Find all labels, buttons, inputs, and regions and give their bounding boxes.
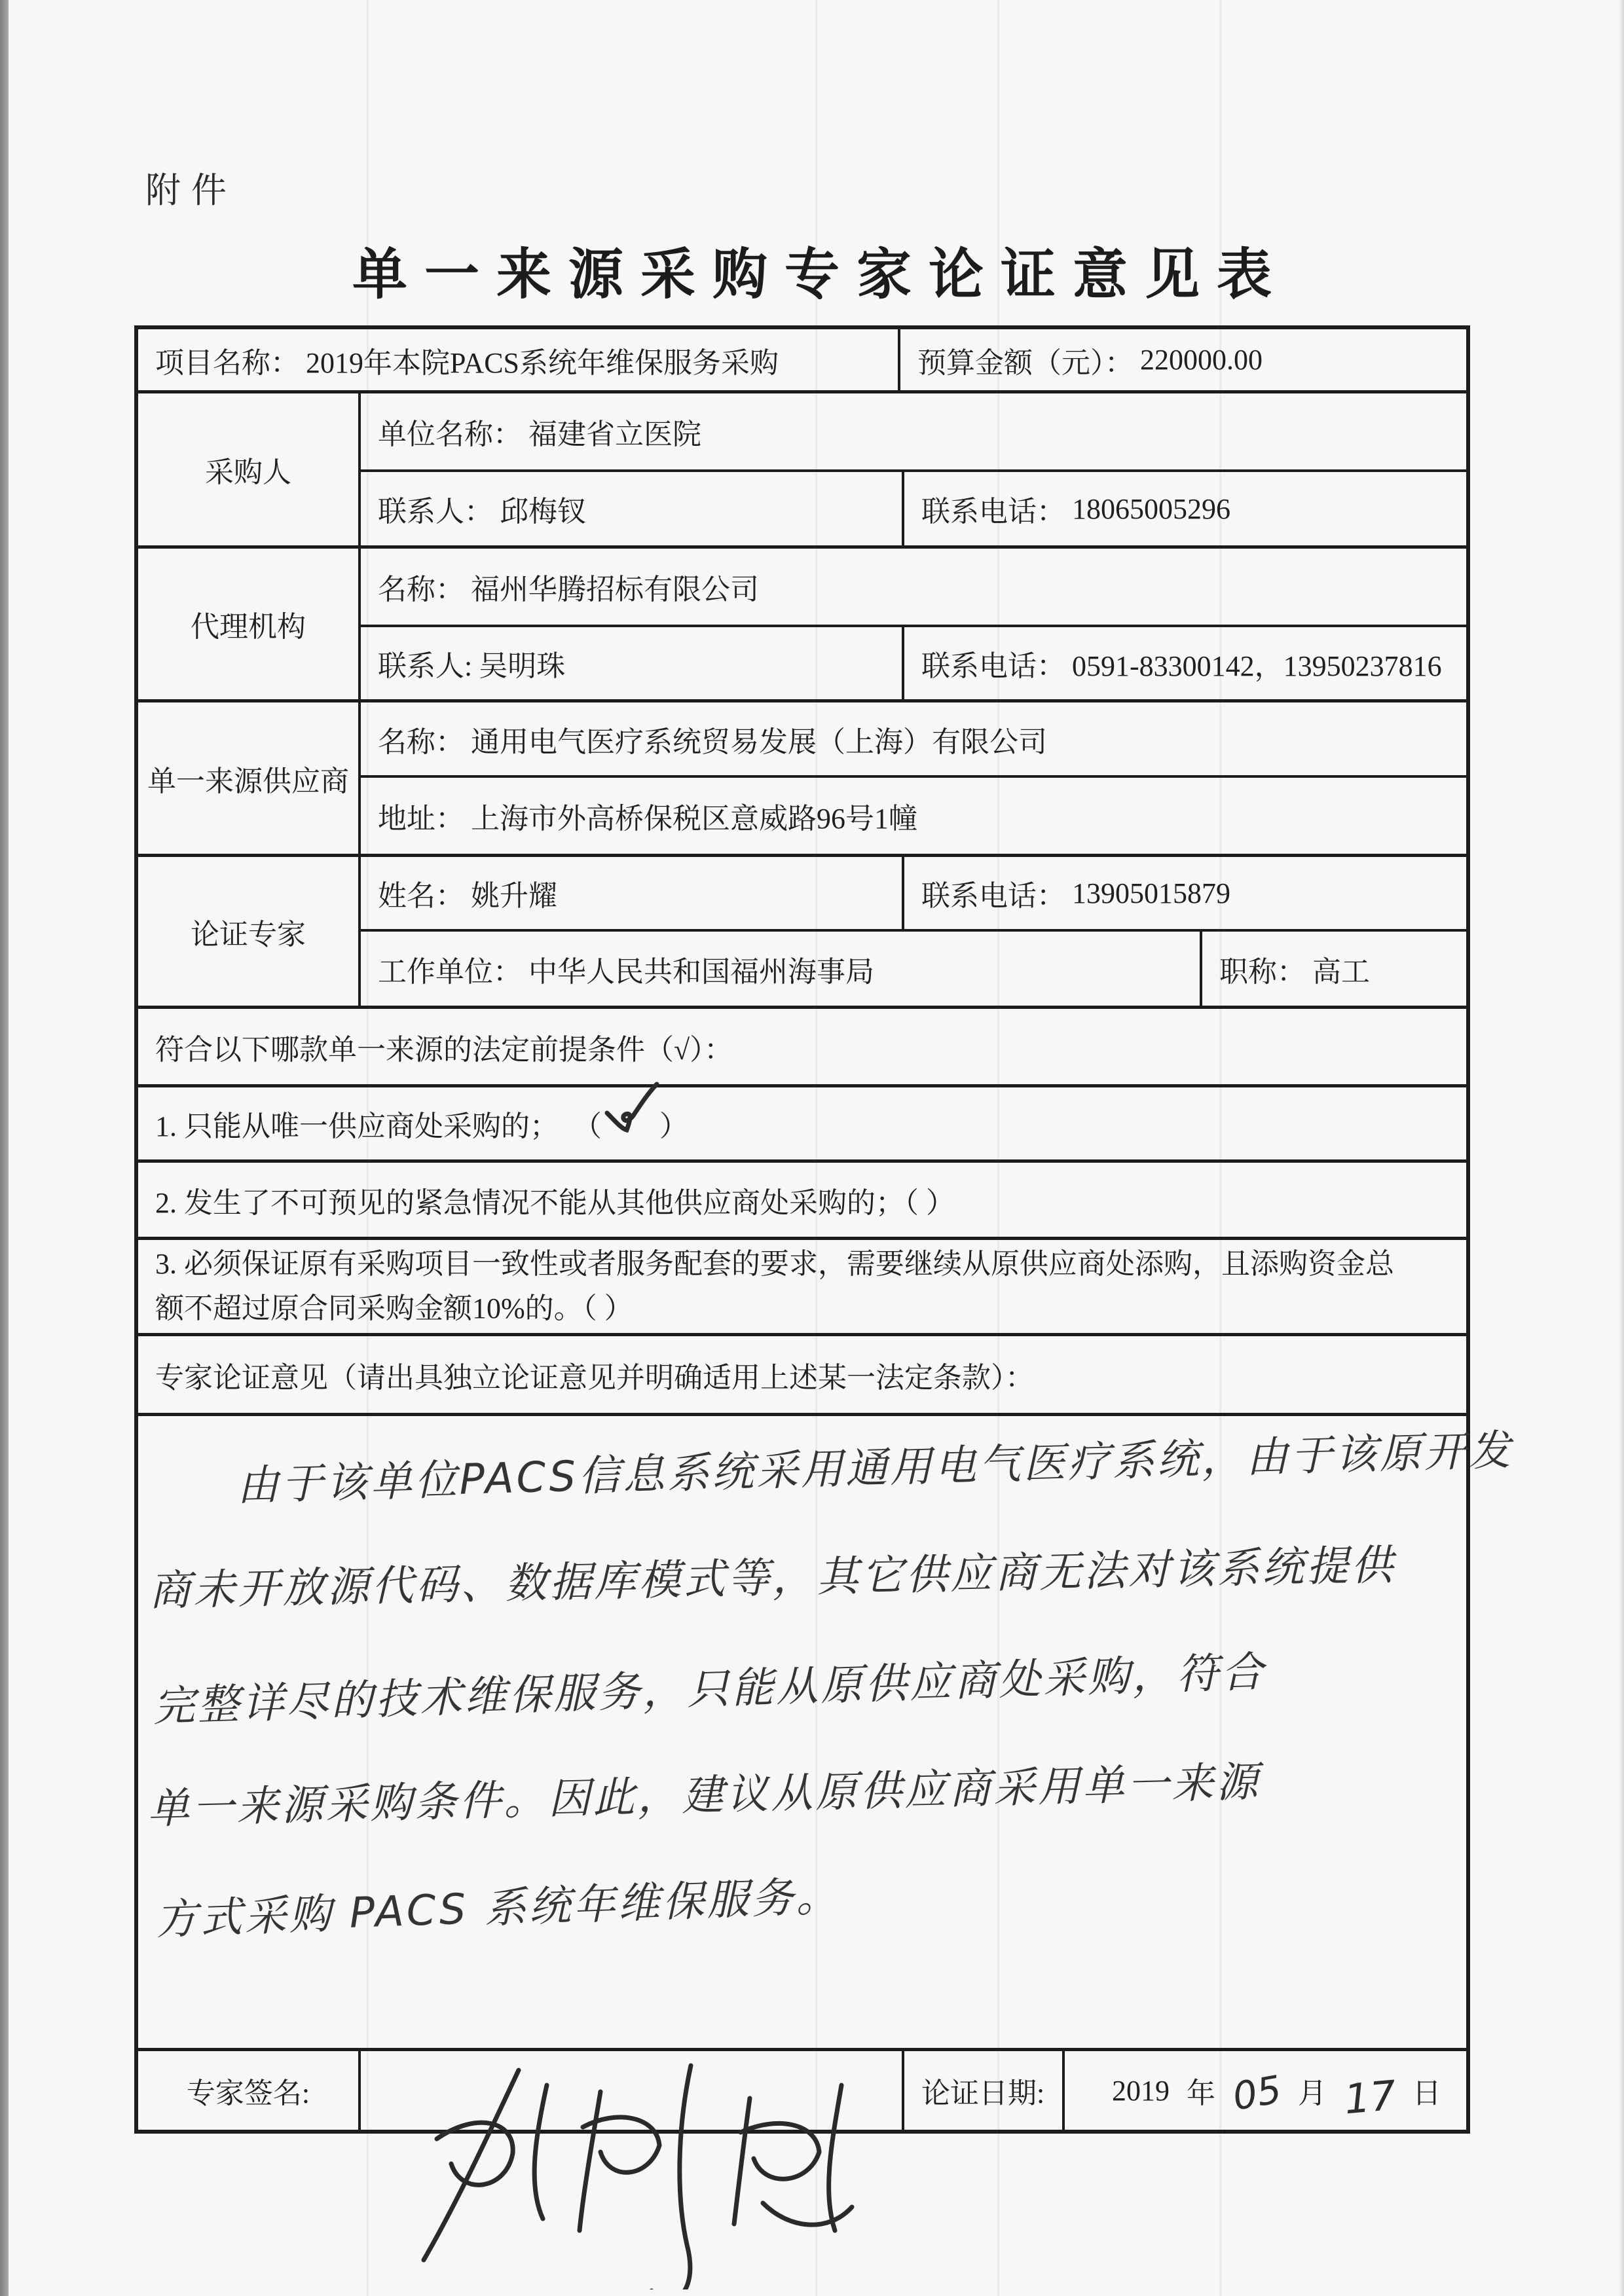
section-purchaser [138, 393, 1466, 549]
date-label-cell [904, 2051, 1065, 2130]
purchaser-section-label: 采购人 [138, 393, 361, 545]
agency-section-label: 代理机构 [138, 549, 361, 699]
supplier-address-row [361, 778, 1466, 854]
purchaser-phone-value: 18065005296 [1072, 492, 1230, 525]
handwritten-month: 05 [1229, 2067, 1285, 2119]
date-year: 2019 [1112, 2074, 1170, 2107]
agency-name-value: 福州华腾招标有限公司 [471, 574, 759, 606]
handwritten-opinion-line: 单一来源采购条件。因此，建议从原供应商采用单一来源 [147, 1758, 1261, 1834]
expert-signature-handwriting [384, 2034, 882, 2289]
signature-cell [361, 2051, 904, 2130]
row-condition-3 [138, 1240, 1466, 1336]
section-agency [138, 549, 1466, 702]
day-suffix: 日 [1412, 2077, 1441, 2109]
expert-workunit-value: 中华人民共和国福州海事局 [528, 955, 874, 988]
supplier-name-label: 名称： [378, 725, 464, 758]
section-supplier [138, 702, 1466, 857]
condition-2-text: 2. 发生了不可预见的紧急情况不能从其他供应商处采购的；（ ） [155, 1186, 955, 1219]
expert-section-label: 论证专家 [138, 857, 361, 1006]
condition-3-cell [138, 1240, 1466, 1333]
supplier-address-cell [361, 778, 1466, 854]
handwritten-opinion-line: 商未开放源代码、数据库模式等，其它供应商无法对该系统提供 [148, 1541, 1396, 1616]
row-condition-1 [138, 1087, 1466, 1163]
purchaser-contact-cell [361, 472, 904, 545]
row-signature-date [138, 2051, 1466, 2130]
expert-phone-label: 联系电话： [921, 880, 1065, 912]
attachment-label: 附件 [145, 171, 237, 210]
expert-workunit-cell [361, 932, 1202, 1006]
agency-contact-cell [361, 627, 904, 699]
budget-value: 220000.00 [1140, 344, 1263, 376]
project-name-value: 2019年本院PACS系统年维保服务采购 [306, 346, 779, 379]
scan-edge-shadow-right [1619, 0, 1624, 2296]
purchaser-contact-label: 联系人： [378, 496, 493, 528]
supplier-name-row [361, 702, 1466, 778]
row-opinion-body [138, 1416, 1514, 2051]
month-suffix: 月 [1297, 2077, 1327, 2109]
expert-name-cell [361, 857, 904, 929]
agency-contact-label: 联系人: [378, 650, 473, 682]
paren-close: ） [659, 1110, 688, 1142]
row-conditions-header [138, 1009, 1466, 1087]
expert-title-cell [1202, 932, 1466, 1006]
purchaser-phone-label: 联系电话： [921, 496, 1065, 528]
signature-label: 专家签名: [186, 2077, 310, 2109]
purchaser-unit-cell [361, 393, 1466, 469]
condition-2-cell [138, 1163, 1466, 1237]
agency-name-label: 名称： [378, 574, 464, 606]
agency-contact-row [361, 627, 1466, 699]
agency-phone-cell [904, 627, 1466, 699]
agency-name-row [361, 549, 1466, 627]
expert-title-label: 职称： [1219, 955, 1306, 988]
section-expert [138, 857, 1466, 1009]
opinion-handwriting-area [138, 1416, 1514, 2048]
purchaser-phone-cell [904, 472, 1466, 545]
budget-label: 预算金额（元）： [917, 346, 1134, 379]
opinion-header-text: 专家论证意见（请出具独立论证意见并明确适用上述某一法定条款）： [155, 1361, 1034, 1394]
supplier-address-value: 上海市外高桥保税区意威路96号1幢 [471, 803, 917, 835]
condition-1-text: 1. 只能从唯一供应商处采购的； [155, 1110, 559, 1142]
supplier-address-label: 地址： [378, 803, 464, 835]
project-name-cell [138, 329, 900, 390]
purchaser-unit-label: 单位名称： [378, 418, 522, 450]
agency-phone-value: 0591-83300142，13950237816 [1072, 650, 1442, 682]
expert-phone-cell [904, 857, 1466, 929]
handwritten-opinion-line: 完整详尽的技术维保服务，只能从原供应商处采购，符合 [152, 1648, 1266, 1732]
signature-label-cell [138, 2051, 361, 2130]
paren-open: （ [573, 1110, 602, 1142]
handwritten-opinion-line: 方式采购 PACS 系统年维保服务。 [155, 1872, 841, 1945]
purchaser-contact-value: 邱梅钗 [500, 496, 586, 528]
expert-title-value: 高工 [1312, 955, 1370, 988]
conditions-header-cell [138, 1009, 1466, 1084]
expert-name-row [361, 857, 1466, 932]
scan-edge-shadow [0, 0, 9, 2296]
page-title: 单一来源采购专家论证意见表 [352, 245, 1289, 306]
condition-1-answer [573, 1092, 688, 1155]
purchaser-contact-row [361, 472, 1466, 545]
conditions-header-text: 符合以下哪款单一来源的法定前提条件（√）： [155, 1033, 733, 1066]
purchaser-unit-row [361, 393, 1466, 472]
year-suffix: 年 [1187, 2077, 1215, 2109]
handwritten-day: 17 [1342, 2071, 1398, 2123]
row-project-budget [138, 329, 1466, 393]
purchaser-unit-value: 福建省立医院 [528, 418, 701, 450]
agency-name-cell [361, 549, 1466, 625]
supplier-section-label: 单一来源供应商 [138, 702, 361, 854]
supplier-name-value: 通用电气医疗系统贸易发展（上海）有限公司 [471, 725, 1047, 758]
date-label: 论证日期: [921, 2077, 1045, 2109]
handwritten-checkmark-icon [599, 1080, 662, 1143]
agency-phone-label: 联系电话： [921, 650, 1065, 682]
handwritten-opinion-line: 由于该单位PACS信息系统采用通用电气医疗系统，由于该原开发 [236, 1426, 1514, 1511]
supplier-name-cell [361, 702, 1466, 775]
project-name-label: 项目名称： [155, 346, 299, 379]
expert-name-value: 姚升耀 [471, 880, 557, 912]
expert-opinion-form-table [134, 325, 1514, 2134]
condition-3-line1: 3. 必须保证原有采购项目一致性或者服务配套的要求，需要继续从原供应商处添购，且添购资金总 [155, 1247, 1394, 1280]
budget-cell [900, 329, 1466, 390]
date-cell [1065, 2051, 1466, 2130]
row-opinion-header [138, 1336, 1466, 1416]
expert-name-label: 姓名： [378, 880, 464, 912]
expert-phone-value: 13905015879 [1072, 877, 1230, 909]
opinion-header-cell [138, 1336, 1466, 1413]
condition-1-cell [138, 1087, 1466, 1159]
expert-workunit-row [361, 932, 1466, 1006]
agency-contact-value: 吴明珠 [479, 650, 566, 682]
row-condition-2 [138, 1163, 1466, 1240]
condition-3-line2: 额不超过原合同采购金额10%的。（ ） [155, 1292, 633, 1324]
expert-workunit-label: 工作单位： [378, 955, 522, 988]
